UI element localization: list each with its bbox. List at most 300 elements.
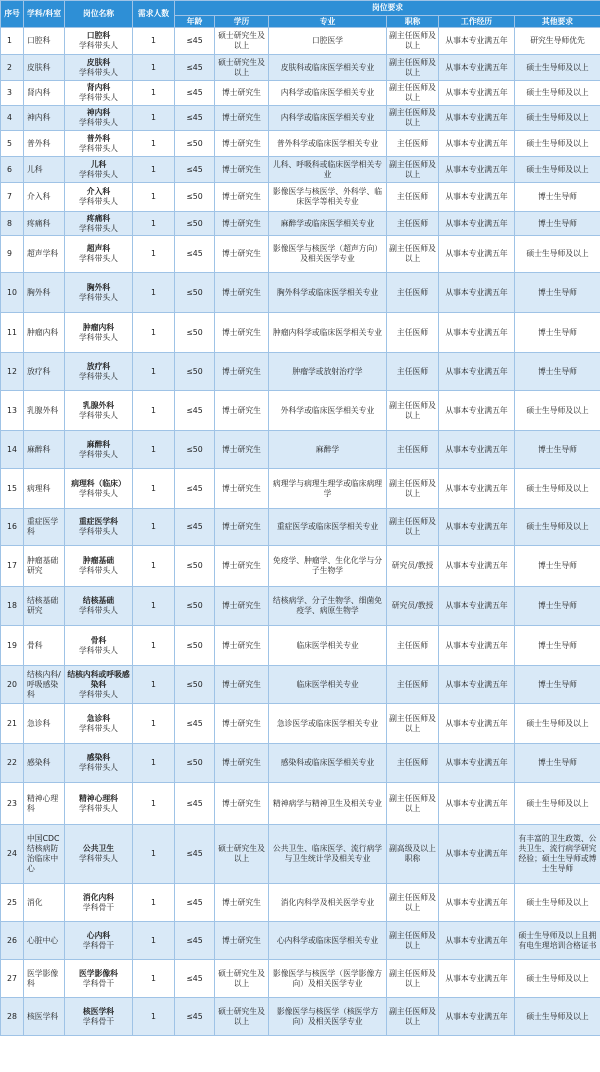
cell-experience: 从事本专业满五年 [439, 960, 515, 998]
cell-title: 副主任医师及以上 [387, 960, 439, 998]
cell-title: 主任医师 [387, 431, 439, 469]
cell-title: 主任医师 [387, 744, 439, 783]
position-level: 学科带头人 [79, 803, 118, 813]
cell-age: ≤45 [175, 106, 215, 131]
cell-major: 心内科学或临床医学相关专业 [269, 922, 387, 960]
cell-major: 临床医学相关专业 [269, 666, 387, 704]
cell-count: 1 [133, 960, 175, 998]
cell-dept: 骨科 [24, 626, 65, 666]
cell-title: 主任医师 [387, 353, 439, 391]
cell-title: 主任医师 [387, 273, 439, 313]
cell-count: 1 [133, 157, 175, 183]
cell-dept: 乳腺外科 [24, 391, 65, 431]
cell-title: 研究员/教授 [387, 587, 439, 626]
cell-education: 博士研究生 [215, 744, 269, 783]
table-row [1, 744, 600, 783]
cell-age: ≤50 [175, 587, 215, 626]
position-level: 学科带头人 [79, 723, 118, 733]
cell-title: 主任医师 [387, 626, 439, 666]
cell-dept: 神内科 [24, 106, 65, 131]
cell-dept: 介入科 [24, 183, 65, 212]
cell-other: 博士生导师 [515, 212, 600, 236]
cell-experience: 从事本专业满五年 [439, 825, 515, 884]
cell-title: 副主任医师及以上 [387, 106, 439, 131]
table-row [1, 131, 600, 157]
cell-experience: 从事本专业满五年 [439, 704, 515, 744]
cell-experience: 从事本专业满五年 [439, 884, 515, 922]
position-name: 感染科 [86, 753, 111, 762]
cell-age: ≤50 [175, 131, 215, 157]
cell-age: ≤50 [175, 212, 215, 236]
cell-seq: 6 [1, 157, 24, 183]
position-name: 结核基础 [82, 596, 115, 605]
cell-major: 临床医学相关专业 [269, 626, 387, 666]
cell-age: ≤50 [175, 744, 215, 783]
cell-dept: 感染科 [24, 744, 65, 783]
cell-other: 博士生导师 [515, 313, 600, 353]
cell-other: 硕士生导师及以上 [515, 783, 600, 825]
cell-major: 内科学或临床医学相关专业 [269, 106, 387, 131]
cell-education: 硕士研究生及以上 [215, 825, 269, 884]
cell-dept: 放疗科 [24, 353, 65, 391]
cell-dept: 急诊科 [24, 704, 65, 744]
cell-other: 博士生导师 [515, 431, 600, 469]
cell-experience: 从事本专业满五年 [439, 922, 515, 960]
cell-count: 1 [133, 273, 175, 313]
header-experience: 工作经历 [439, 16, 515, 28]
cell-dept: 疼痛科 [24, 212, 65, 236]
table-row [1, 704, 600, 744]
cell-count: 1 [133, 884, 175, 922]
position-name: 病理科（临床） [71, 478, 126, 488]
table-row [1, 212, 600, 236]
cell-education: 硕士研究生及以上 [215, 28, 269, 55]
position-name: 消化内科 [82, 892, 115, 902]
cell-count: 1 [133, 28, 175, 55]
cell-experience: 从事本专业满五年 [439, 783, 515, 825]
cell-age: ≤50 [175, 353, 215, 391]
cell-major: 肿瘤学或放射治疗学 [269, 353, 387, 391]
cell-major: 麻醉学 [269, 431, 387, 469]
cell-seq: 10 [1, 273, 24, 313]
cell-count: 1 [133, 81, 175, 106]
cell-position [65, 469, 133, 509]
position-level: 学科带头人 [79, 143, 118, 153]
cell-position [65, 960, 133, 998]
cell-count: 1 [133, 353, 175, 391]
cell-other: 博士生导师 [515, 626, 600, 666]
cell-experience: 从事本专业满五年 [439, 28, 515, 55]
cell-count: 1 [133, 998, 175, 1036]
table-row [1, 81, 600, 106]
position-name: 精神心理科 [79, 793, 118, 803]
cell-experience: 从事本专业满五年 [439, 744, 515, 783]
header-position-name: 岗位名称 [65, 1, 133, 28]
cell-education: 博士研究生 [215, 922, 269, 960]
header-title: 职称 [387, 16, 439, 28]
cell-experience: 从事本专业满五年 [439, 666, 515, 704]
cell-education: 博士研究生 [215, 666, 269, 704]
cell-other: 硕士生导师及以上 [515, 998, 600, 1036]
cell-education: 博士研究生 [215, 353, 269, 391]
cell-position [65, 998, 133, 1036]
cell-other: 研究生导师优先 [515, 28, 600, 55]
cell-count: 1 [133, 391, 175, 431]
cell-other: 硕士生导师及以上 [515, 391, 600, 431]
cell-count: 1 [133, 744, 175, 783]
table-body [1, 28, 600, 1036]
cell-major: 免疫学、肿瘤学、生化化学与分子生物学 [269, 546, 387, 587]
cell-seq: 1 [1, 28, 24, 55]
cell-position [65, 55, 133, 81]
cell-seq: 11 [1, 313, 24, 353]
cell-title: 主任医师 [387, 131, 439, 157]
table-row [1, 546, 600, 587]
table-row [1, 431, 600, 469]
cell-age: ≤45 [175, 783, 215, 825]
cell-count: 1 [133, 469, 175, 509]
cell-major: 结核病学、分子生物学、细菌免疫学、病原生物学 [269, 587, 387, 626]
cell-dept: 皮肤科 [24, 55, 65, 81]
cell-other: 博士生导师 [515, 744, 600, 783]
cell-other: 硕士生导师及以上 [515, 469, 600, 509]
cell-position [65, 28, 133, 55]
position-name: 医学影像科 [79, 968, 118, 978]
cell-title: 副主任医师及以上 [387, 884, 439, 922]
cell-position [65, 884, 133, 922]
cell-age: ≤45 [175, 157, 215, 183]
table-row [1, 273, 600, 313]
table-row [1, 884, 600, 922]
table-row [1, 391, 600, 431]
table-row [1, 783, 600, 825]
cell-dept: 超声学科 [24, 236, 65, 273]
cell-other: 硕士生导师及以上且拥有电生理培训合格证书 [515, 922, 600, 960]
position-level: 学科骨干 [82, 1016, 115, 1026]
table-row [1, 236, 600, 273]
position-level: 学科带头人 [79, 566, 118, 575]
cell-other: 博士生导师 [515, 546, 600, 587]
cell-dept: 麻醉科 [24, 431, 65, 469]
table-row [1, 960, 600, 998]
cell-major: 内科学或临床医学相关专业 [269, 81, 387, 106]
header-age: 年龄 [175, 16, 215, 28]
cell-count: 1 [133, 922, 175, 960]
cell-count: 1 [133, 313, 175, 353]
table-row [1, 626, 600, 666]
cell-dept: 胸外科 [24, 273, 65, 313]
header-major: 专业 [269, 16, 387, 28]
cell-other: 博士生导师 [515, 273, 600, 313]
cell-count: 1 [133, 509, 175, 546]
table-row [1, 106, 600, 131]
cell-experience: 从事本专业满五年 [439, 131, 515, 157]
cell-seq: 20 [1, 666, 24, 704]
cell-other: 博士生导师 [515, 666, 600, 704]
cell-seq: 2 [1, 55, 24, 81]
cell-age: ≤50 [175, 183, 215, 212]
cell-experience: 从事本专业满五年 [439, 183, 515, 212]
cell-position [65, 313, 133, 353]
cell-position [65, 922, 133, 960]
cell-major: 皮肤科或临床医学相关专业 [269, 55, 387, 81]
cell-title: 主任医师 [387, 666, 439, 704]
header-count: 需求人数 [133, 1, 175, 28]
cell-education: 博士研究生 [215, 391, 269, 431]
cell-position [65, 273, 133, 313]
cell-count: 1 [133, 546, 175, 587]
position-level: 学科带头人 [79, 763, 118, 772]
cell-education: 博士研究生 [215, 704, 269, 744]
cell-position [65, 236, 133, 273]
cell-title: 副高级及以上职称 [387, 825, 439, 884]
cell-dept: 中国CDC结核病防治临床中心 [24, 825, 65, 884]
cell-seq: 25 [1, 884, 24, 922]
cell-major: 重症医学或临床医学相关专业 [269, 509, 387, 546]
cell-count: 1 [133, 212, 175, 236]
cell-count: 1 [133, 783, 175, 825]
cell-seq: 3 [1, 81, 24, 106]
position-name: 皮肤科 [86, 57, 111, 67]
position-name: 乳腺外科 [82, 400, 115, 410]
cell-experience: 从事本专业满五年 [439, 273, 515, 313]
table-header [1, 1, 600, 28]
cell-major: 麻醉学或临床医学相关专业 [269, 212, 387, 236]
position-name: 胸外科 [86, 282, 111, 292]
position-level: 学科带头人 [79, 223, 118, 233]
cell-title: 副主任医师及以上 [387, 81, 439, 106]
cell-major: 公共卫生、临床医学、流行病学与卫生统计学及相关专业 [269, 825, 387, 884]
cell-title: 副主任医师及以上 [387, 469, 439, 509]
table-row [1, 587, 600, 626]
position-name: 公共卫生 [82, 844, 115, 853]
cell-title: 副主任医师及以上 [387, 236, 439, 273]
cell-major: 普外科学或临床医学相关专业 [269, 131, 387, 157]
header-requirements: 岗位要求 [175, 1, 600, 16]
cell-experience: 从事本专业满五年 [439, 469, 515, 509]
position-name: 放疗科 [86, 361, 111, 371]
cell-count: 1 [133, 236, 175, 273]
cell-age: ≤45 [175, 391, 215, 431]
cell-major: 口腔医学 [269, 28, 387, 55]
position-level: 学科骨干 [82, 978, 115, 988]
position-level: 学科带头人 [79, 371, 118, 381]
cell-education: 博士研究生 [215, 157, 269, 183]
cell-dept: 精神心理科 [24, 783, 65, 825]
cell-count: 1 [133, 106, 175, 131]
table-row [1, 509, 600, 546]
table-row [1, 157, 600, 183]
cell-education: 博士研究生 [215, 431, 269, 469]
cell-experience: 从事本专业满五年 [439, 106, 515, 131]
cell-age: ≤45 [175, 960, 215, 998]
cell-experience: 从事本专业满五年 [439, 626, 515, 666]
cell-dept: 结核基础研究 [24, 587, 65, 626]
cell-education: 博士研究生 [215, 81, 269, 106]
cell-age: ≤45 [175, 81, 215, 106]
cell-count: 1 [133, 55, 175, 81]
cell-education: 硕士研究生及以上 [215, 998, 269, 1036]
header-dept: 学科/科室 [24, 1, 65, 28]
cell-other: 硕士生导师及以上 [515, 960, 600, 998]
cell-seq: 28 [1, 998, 24, 1036]
cell-other: 硕士生导师及以上 [515, 236, 600, 273]
position-level: 学科带头人 [79, 645, 118, 655]
cell-seq: 12 [1, 353, 24, 391]
cell-seq: 15 [1, 469, 24, 509]
position-name: 骨科 [90, 635, 107, 645]
cell-age: ≤50 [175, 666, 215, 704]
cell-title: 副主任医师及以上 [387, 704, 439, 744]
cell-age: ≤50 [175, 626, 215, 666]
table-row [1, 666, 600, 704]
cell-dept: 肿瘤基础研究 [24, 546, 65, 587]
cell-age: ≤45 [175, 469, 215, 509]
table-row [1, 825, 600, 884]
table-row [1, 55, 600, 81]
cell-count: 1 [133, 825, 175, 884]
position-name: 疼痛科 [86, 213, 111, 223]
cell-position [65, 431, 133, 469]
cell-major: 影像医学与核医学（超声方向）及相关医学专业 [269, 236, 387, 273]
cell-seq: 22 [1, 744, 24, 783]
cell-major: 感染科或临床医学相关专业 [269, 744, 387, 783]
cell-education: 博士研究生 [215, 469, 269, 509]
cell-major: 消化内科学及相关医学专业 [269, 884, 387, 922]
cell-experience: 从事本专业满五年 [439, 157, 515, 183]
cell-age: ≤50 [175, 313, 215, 353]
position-level: 学科带头人 [79, 606, 118, 615]
cell-position [65, 183, 133, 212]
cell-dept: 结核内科/呼吸感染科 [24, 666, 65, 704]
cell-seq: 24 [1, 825, 24, 884]
cell-position [65, 783, 133, 825]
cell-position [65, 353, 133, 391]
cell-position [65, 825, 133, 884]
cell-other: 硕士生导师及以上 [515, 55, 600, 81]
cell-title: 副主任医师及以上 [387, 783, 439, 825]
cell-experience: 从事本专业满五年 [439, 81, 515, 106]
table-row [1, 183, 600, 212]
cell-age: ≤45 [175, 28, 215, 55]
cell-title: 副主任医师及以上 [387, 509, 439, 546]
position-level: 学科骨干 [82, 902, 115, 912]
header-seq: 序号 [1, 1, 24, 28]
position-name: 儿科 [90, 159, 107, 169]
cell-seq: 16 [1, 509, 24, 546]
cell-other: 硕士生导师及以上 [515, 131, 600, 157]
cell-title: 主任医师 [387, 183, 439, 212]
cell-major: 儿科、呼吸科或临床医学相关专业 [269, 157, 387, 183]
cell-seq: 18 [1, 587, 24, 626]
position-name: 核医学科 [82, 1006, 115, 1016]
cell-education: 博士研究生 [215, 273, 269, 313]
position-name: 肿瘤内科 [82, 322, 115, 332]
cell-education: 博士研究生 [215, 884, 269, 922]
cell-education: 硕士研究生及以上 [215, 960, 269, 998]
cell-other: 硕士生导师及以上 [515, 884, 600, 922]
position-level: 学科带头人 [79, 854, 118, 863]
cell-title: 副主任医师及以上 [387, 998, 439, 1036]
cell-major: 胸外科学或临床医学相关专业 [269, 273, 387, 313]
cell-age: ≤45 [175, 704, 215, 744]
cell-seq: 14 [1, 431, 24, 469]
cell-age: ≤45 [175, 998, 215, 1036]
cell-dept: 普外科 [24, 131, 65, 157]
cell-other: 硕士生导师及以上 [515, 157, 600, 183]
position-level: 学科带头人 [79, 67, 118, 77]
position-name: 神内科 [86, 108, 111, 117]
cell-count: 1 [133, 183, 175, 212]
cell-position [65, 666, 133, 704]
cell-experience: 从事本专业满五年 [439, 391, 515, 431]
cell-other: 博士生导师 [515, 587, 600, 626]
table-row [1, 28, 600, 55]
cell-major: 影像医学与核医学（核医学方向）及相关医学专业 [269, 998, 387, 1036]
cell-seq: 8 [1, 212, 24, 236]
cell-seq: 7 [1, 183, 24, 212]
cell-dept: 病理科 [24, 469, 65, 509]
table-row [1, 313, 600, 353]
cell-seq: 13 [1, 391, 24, 431]
cell-education: 博士研究生 [215, 183, 269, 212]
cell-seq: 4 [1, 106, 24, 131]
position-level: 学科带头人 [79, 292, 118, 302]
cell-position [65, 587, 133, 626]
table-row [1, 922, 600, 960]
position-level: 学科带头人 [79, 41, 118, 50]
cell-education: 博士研究生 [215, 509, 269, 546]
position-name: 急诊科 [86, 713, 111, 723]
table-row [1, 998, 600, 1036]
cell-count: 1 [133, 626, 175, 666]
cell-age: ≤45 [175, 922, 215, 960]
position-level: 学科带头人 [79, 527, 118, 536]
cell-title: 主任医师 [387, 313, 439, 353]
cell-position [65, 106, 133, 131]
cell-education: 博士研究生 [215, 212, 269, 236]
cell-position [65, 626, 133, 666]
position-level: 学科带头人 [79, 449, 118, 459]
position-name: 普外科 [86, 133, 111, 143]
position-name: 麻醉科 [86, 439, 111, 449]
position-name: 肿瘤基础 [82, 556, 115, 565]
cell-position [65, 391, 133, 431]
cell-other: 博士生导师 [515, 183, 600, 212]
cell-major: 外科学或临床医学相关专业 [269, 391, 387, 431]
cell-dept: 核医学科 [24, 998, 65, 1036]
cell-title: 副主任医师及以上 [387, 55, 439, 81]
cell-experience: 从事本专业满五年 [439, 353, 515, 391]
cell-age: ≤45 [175, 509, 215, 546]
cell-dept: 口腔科 [24, 28, 65, 55]
cell-title: 副主任医师及以上 [387, 157, 439, 183]
position-level: 学科带头人 [79, 254, 118, 263]
position-name: 重症医学科 [79, 517, 118, 526]
cell-dept: 心脏中心 [24, 922, 65, 960]
cell-age: ≤50 [175, 431, 215, 469]
cell-seq: 9 [1, 236, 24, 273]
cell-other: 有丰富的卫生政策、公共卫生、流行病学研究经验；硕士生导师或博士生导师 [515, 825, 600, 884]
cell-position [65, 509, 133, 546]
table-row [1, 469, 600, 509]
cell-title: 研究员/教授 [387, 546, 439, 587]
cell-age: ≤50 [175, 546, 215, 587]
cell-experience: 从事本专业满五年 [439, 55, 515, 81]
position-name: 肾内科 [86, 83, 111, 92]
position-name: 口腔科 [86, 31, 111, 40]
cell-major: 影像医学与核医学、外科学、临床医学等相关专业 [269, 183, 387, 212]
